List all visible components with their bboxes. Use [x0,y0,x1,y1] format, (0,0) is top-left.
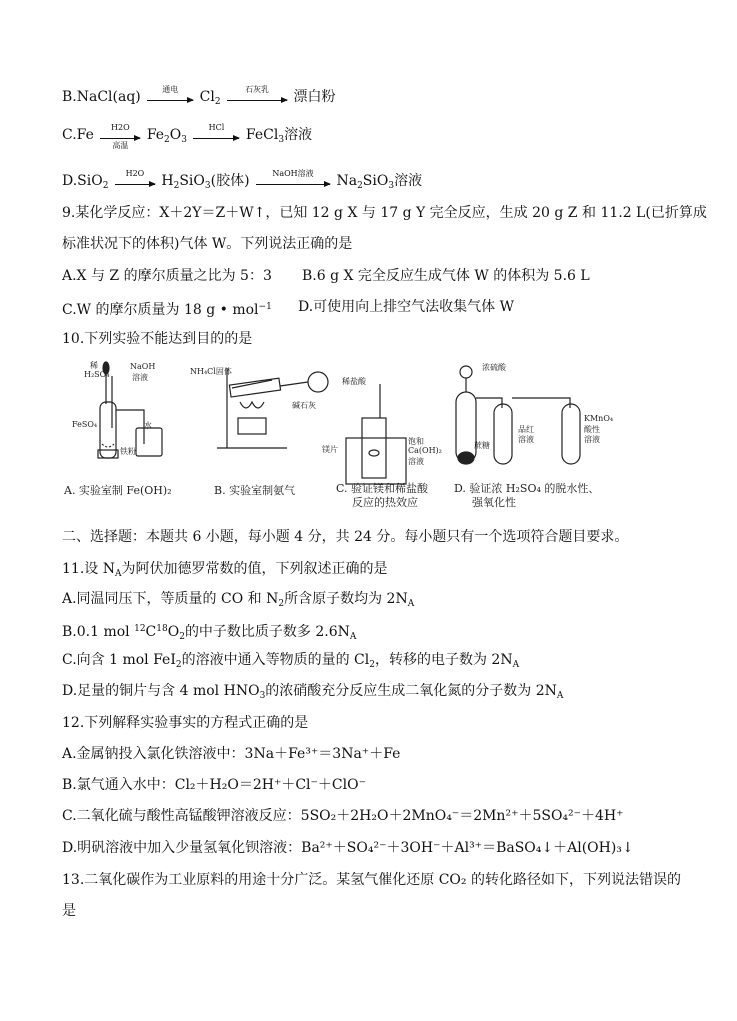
q13-stem-line1: 13.二氧化碳作为工业原料的用途十分广泛。某氢气催化还原 CO₂ 的转化路径如下，下列说法错误的 [62,872,681,888]
fig-d-label: 品红 [518,425,534,434]
fig-d-label: 蔗糖 [474,441,490,450]
fig-b-label: 碱石灰 [292,401,316,410]
option-b-end: 漂白粉 [293,89,336,105]
reaction-arrow: H2O [115,178,155,185]
q12-option-c: C.二氧化硫与酸性高锰酸钾溶液反应：5SO₂＋2H₂O＋2MnO₄⁻＝2Mn²⁺＋5SO₄²⁻＋4H⁺ [62,808,624,824]
fig-c-label: 饱和 [408,437,424,446]
fig-d-label: KMnO₄ [584,414,614,423]
fig-c-apparatus [346,384,406,484]
q13-stem-line2: 是 [62,903,76,919]
fig-c-label: Ca(OH)₂ [408,446,442,455]
fig-c-label: 溶液 [408,457,424,466]
fig-c-caption: 反应的热效应 [352,496,418,509]
reaction-arrow: H2O 高温 [100,132,140,139]
reaction-arrow: NaOH溶液 [256,178,330,185]
option-b-cl2: Cl [199,89,215,105]
fig-c-label: 镁片 [322,445,338,454]
option-d-line: D.SiO$_2$ H2O $H_2SiO_3$(胶体) NaOH溶液 $Na_2SiO_3$溶液 [62,168,423,191]
q9-stem-line2: 标准状况下的体积)气体 W。下列说法正确的是 [62,236,353,252]
q9-option-b: B.6 g X 完全反应生成气体 W 的体积为 5.6 L [302,268,590,284]
fig-c-label: 稀盐酸 [342,377,366,386]
fig-a-label: 稀 [90,361,98,370]
section-2-heading: 二、选择题：本题共 6 小题，每小题 4 分，共 24 分。每小题只有一个选项符合题目要求。 [62,529,629,545]
fig-d-label: 浓硫酸 [482,363,506,372]
fig-d-caption: 强氧化性 [472,496,516,509]
reaction-arrow: 通电 [147,94,193,101]
q12-option-a: A.金属钠投入氯化铁溶液中：3Na＋Fe³⁺＝3Na⁺＋Fe [62,746,401,762]
fig-a-label: FeSO₄ [72,420,98,429]
reaction-arrow: HCl [193,132,239,139]
q9-option-d: D.可使用向上排空气法收集气体 W [298,299,515,315]
fig-d-label: 溶液 [584,435,600,444]
fig-a-label: H₂SO₄ [84,370,110,379]
fig-d-label: 酸性 [584,425,600,434]
fig-d-label: 溶液 [518,435,534,444]
fig-d-caption: D. 验证浓 H₂SO₄ 的脱水性、 [454,482,600,495]
q11-stem: 11.设 $N_A$为阿伏加德罗常数的值，下列叙述正确的是 [62,561,388,579]
q10-apparatus-figure [62,358,672,509]
fig-a-caption: A. 实验室制 Fe(OH)₂ [64,484,172,497]
fig-a-label: 铁粉 [120,447,136,456]
q11-option-d: D.足量的铜片与含 4 mol $HNO_3$的浓硝酸充分反应生成二氧化氮的分子数为 $2N_A$ [62,683,564,701]
fig-b-caption: B. 实验室制氨气 [214,484,296,497]
q12-option-b: B.氯气通入水中：Cl₂＋H₂O＝2H⁺＋Cl⁻＋ClO⁻ [62,777,366,793]
q11-option-a: A.同温同压下，等质量的 CO 和 $N_2$所含原子数均为 $2N_A$ [62,591,415,609]
option-c-prefix: C.Fe [62,127,94,143]
option-b-line: B.NaCl(aq) 通电 $Cl_2$ 石灰乳 漂白粉 [62,84,336,107]
fig-a-label: NaOH [130,362,156,371]
fig-c-caption: C. 验证镁和稀盐酸 [336,482,429,495]
q12-stem: 12.下列解释实验事实的方程式正确的是 [62,715,309,731]
option-c-line: C.Fe H2O 高温 $Fe_2O_3$ HCl FeCl$_3$溶液 [62,122,313,150]
q11-option-c: C.向含 1 mol FeI$_2$的溶液中通入等物质的量的 $Cl_2$，转移的电子数为 $2N_A$ [62,652,520,670]
q12-option-d: D.明矾溶液中加入少量氢氧化钡溶液：Ba²⁺＋SO₄²⁻＋3OH⁻＋Al³⁺＝BaSO₄↓＋Al(OH)₃↓ [62,840,634,856]
q10-stem: 10.下列实验不能达到目的的是 [62,331,253,347]
fig-a-label: 水 [144,421,152,430]
q9-option-c: C.W 的摩尔质量为 18 g • mol$^{-1}$ [62,302,272,318]
q9-stem-line1: 9.某化学反应：X＋2Y＝Z＋W↑，已知 12 g X 与 17 g Y 完全反应，生成 20 g Z 和 11.2 L(已折算成 [62,205,707,221]
fig-b-label: NH₄Cl固体 [190,367,232,376]
q9-option-a: A.X 与 Z 的摩尔质量之比为 5：3 [62,268,272,284]
q11-option-b: B.0.1 mol $^{12}C^{18}O_2$的中子数比质子数多 $2.6N_A$ [62,624,357,642]
reaction-arrow: 石灰乳 [227,94,287,101]
option-b-prefix: B.NaCl(aq) [62,89,141,105]
fig-a-label: 溶液 [132,373,148,382]
